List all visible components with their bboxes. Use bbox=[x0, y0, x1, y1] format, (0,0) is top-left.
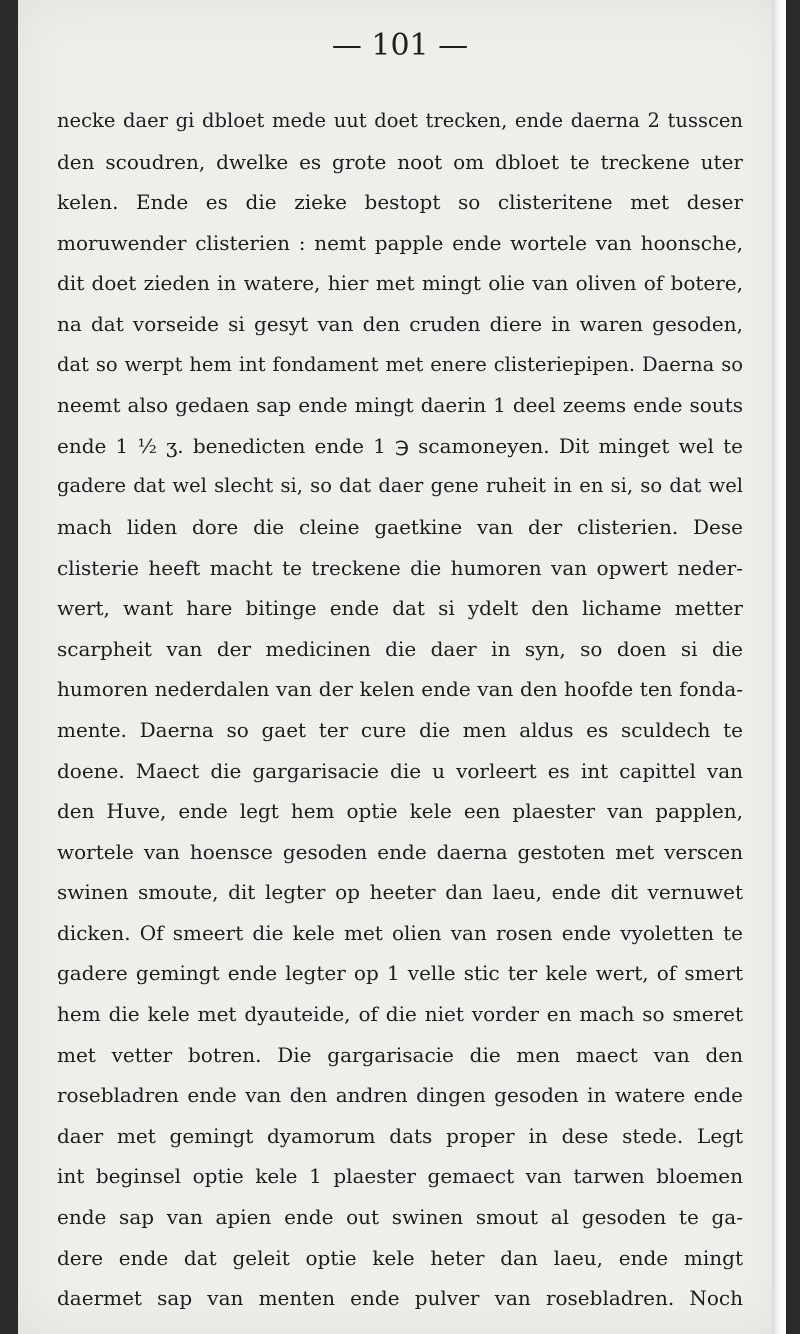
text-line: ende sap van apien ende out swinen smout al gesoden te ga- bbox=[57, 1205, 743, 1230]
text-line: dat so werpt hem int fondament met enere clisteriepipen. Daerna so bbox=[57, 352, 743, 376]
body-text bbox=[57, 101, 743, 1319]
text-line: doene. Maect die gargarisacie die u vorleert es int capittel van bbox=[57, 758, 743, 783]
text-line: hem die kele met dyauteide, of die niet vorder en mach so smeret bbox=[57, 1002, 743, 1027]
text-line: moruwender clisterien : nemt papple ende wortele van hoonsche, bbox=[57, 230, 743, 255]
text-line: neemt also gedaen sap ende mingt daerin 1 deel zeems ende souts bbox=[57, 393, 743, 418]
text-line: dicken. Of smeert die kele met olien van rosen ende vyoletten te bbox=[57, 920, 743, 945]
text-line: dit doet zieden in watere, hier met mingt olie van oliven of botere, bbox=[57, 271, 743, 296]
text-line: gadere dat wel slecht si, so dat daer gene ruheit in en si, so dat wel bbox=[57, 474, 743, 498]
text-line: clisterie heeft macht te treckene die humoren van opwert neder- bbox=[57, 555, 743, 580]
text-line: na dat vorseide si gesyt van den cruden diere in waren gesoden, bbox=[57, 311, 743, 336]
text-line: daer met gemingt dyamorum dats proper in dese stede. Legt bbox=[57, 1123, 743, 1148]
text-line: den Huve, ende legt hem optie kele een plaester van papplen, bbox=[57, 799, 743, 824]
text-line: swinen smoute, dit legter op heeter dan laeu, ende dit vernuwet bbox=[57, 880, 743, 905]
text-line: ende 1 ½ ʒ. benedicten ende 1 ℈ scamoneyen. Dit minget wel te bbox=[57, 433, 743, 458]
text-line: mente. Daerna so gaet ter cure die men aldus es sculdech te bbox=[57, 717, 743, 742]
text-line: mach liden dore die cleine gaetkine van der clisterien. Dese bbox=[57, 514, 743, 539]
text-line: int beginsel optie kele 1 plaester gemaect van tarwen bloemen bbox=[57, 1164, 743, 1189]
page-number: — 101 — bbox=[331, 28, 469, 63]
text-line: wert, want hare bitinge ende dat si ydelt den lichame metter bbox=[57, 596, 743, 621]
text-line: scarpheit van der medicinen die daer in syn, so doen si die bbox=[57, 636, 743, 661]
text-line: dere ende dat geleit optie kele heter dan laeu, ende mingt bbox=[57, 1245, 743, 1270]
text-line: rosebladren ende van den andren dingen gesoden in watere ende bbox=[57, 1083, 743, 1108]
text-line: humoren nederdalen van der kelen ende van den hoofde ten fonda- bbox=[57, 677, 743, 702]
text-line: gadere gemingt ende legter op 1 velle stic ter kele wert, of smert bbox=[57, 961, 743, 986]
text-line: daermet sap van menten ende pulver van rosebladren. Noch bbox=[57, 1286, 743, 1311]
text-line: kelen. Ende es die zieke bestopt so clisteritene met deser bbox=[57, 190, 743, 215]
text-line: met vetter botren. Die gargarisacie die men maect van den bbox=[57, 1042, 743, 1067]
page-edge bbox=[772, 0, 786, 1334]
text-line: necke daer gi dbloet mede uut doet trecken, ende daerna 2 tusscen bbox=[57, 109, 743, 132]
text-line: den scoudren, dwelke es grote noot om dbloet te treckene uter bbox=[57, 149, 743, 174]
text-line: wortele van hoensce gesoden ende daerna gestoten met verscen bbox=[57, 839, 743, 864]
